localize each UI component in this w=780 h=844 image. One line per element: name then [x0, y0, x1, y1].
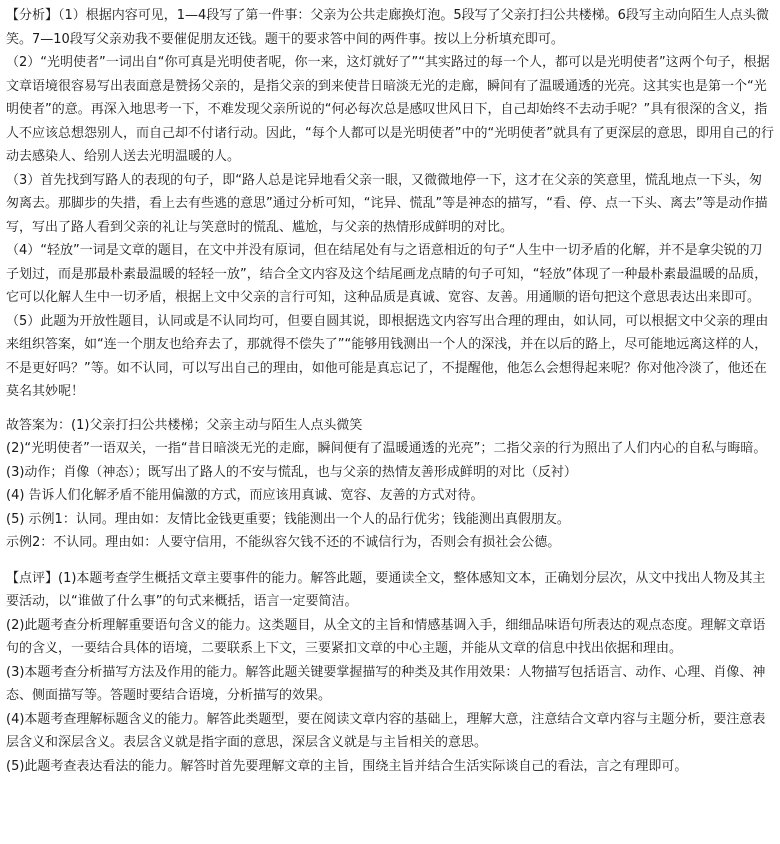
- comment-paragraph-2: (2)此题考查分析理解重要语句含义的能力。这类题目，从全文的主旨和情感基调入手，细细品味语句所表达的观点态度。理解文章语句的含义，一要结合具体的语境，二要联系上下文，三要紧扣文章的中心主题，并能从文章的信息中找出依据和理由。: [6, 617, 766, 656]
- analysis-section: [6, 4, 774, 404]
- analysis-paragraph-3: （3）首先找到写路人的表现的句子，即“路人总是诧异地看父亲一眼，又微微地停一下，这才在父亲的笑意里，慌乱地点一下头，匆匆离去。那脚步的失措，看上去有些逃的意思”通过分析可知，“诧异、慌乱”等是神态的描写，“看、停、点一下头、离去”等是动作描写，写出了路人看到父亲的礼让与笑意时的慌乱、尴尬，与父亲的热情形成鲜明的对比。: [6, 172, 768, 235]
- answer-line-1: 故答案为：(1)父亲打扫公共楼梯；父亲主动与陌生人点头微笑: [6, 417, 363, 433]
- analysis-paragraph-4: （4）“轻放”一词是文章的题目，在文中并没有原词，但在结尾处有与之语意相近的句子“人生中一切矛盾的化解，并不是拿尖锐的刀子划过，而是那最朴素最温暖的轻轻一放”，结合全文内容及这个结尾画龙点睛的句子可知，“轻放”体现了一种最朴素最温暖的品质，它可以化解人生中一切矛盾，根据上文中父亲的言行可知，这种品质是真诚、宽容、友善。用通顺的语句把这个意思表达出来即可。: [6, 243, 768, 305]
- answer-line-5: (5) 示例1：认同。理由如：友情比金钱更重要；钱能测出一个人的品行优劣；钱能测出真假朋友。: [6, 511, 570, 527]
- analysis-paragraph-5: （5）此题为开放性题目，认同或是不认同均可，但要自圆其说，即根据选文内容写出合理的理由，如认同，可以根据文中父亲的理由来组织答案，如“连一个朋友也给弃去了，那就得不偿失了”“能够用钱测出一个人的深浅，并在以后的路上，尽可能地远离这样的人，不是更好吗？”等。如不认同，可以写出自己的理由，如他可能是真忘记了，不提醒他，他怎么会想得起来呢？你对他冷淡了，他还在莫名其妙呢！: [6, 313, 769, 399]
- answer-section: [6, 414, 774, 555]
- analysis-paragraph-1: 【分析】（1）根据内容可见，1—4段写了第一件事：父亲为公共走廊换灯泡。5段写了父亲打扫公共楼梯。6段写主动向陌生人点头微笑。7—10段写父亲劝我不要催促朋友还钱。题干的要求答中间的两件事。按以上分析填充即可。: [6, 8, 769, 47]
- spacer: [6, 404, 774, 414]
- comment-paragraph-1: 【点评】(1)本题考查学生概括文章主要事件的能力。解答此题，要通读全文，整体感知文本，正确划分层次，从文中找出人物及其主要活动，以“谁做了什么事”的句式来概括，语言一定要简洁。: [6, 570, 766, 609]
- comment-paragraph-4: (4)本题考查理解标题含义的能力。解答此类题型，要在阅读文章内容的基础上，理解大意，注意结合文章内容与主题分析，要注意表层含义和深层含义。表层含义就是指字面的意思，深层含义就是与主旨相关的意思。: [6, 711, 766, 750]
- spacer: [6, 555, 774, 567]
- comment-paragraph-3: (3)本题考查分析描写方法及作用的能力。解答此题关键要掌握描写的种类及其作用效果：人物描写包括语言、动作、心理、肖像、神态、侧面描写等。答题时要结合语境，分析描写的效果。: [6, 664, 766, 703]
- answer-line-4: (4) 告诉人们化解矛盾不能用偏激的方式，而应该用真诚、宽容、友善的方式对待。: [6, 488, 484, 503]
- comment-section: [6, 567, 774, 779]
- comment-paragraph-5: (5)此题考查表达看法的能力。解答时首先要理解文章的主旨，围绕主旨并结合生活实际谈自己的看法，言之有理即可。: [6, 758, 688, 774]
- answer-line-3: (3)动作；肖像（神态）；既写出了路人的不安与慌乱，也与父亲的热情友善形成鲜明的对比（反衬）: [6, 464, 577, 480]
- analysis-paragraph-2: （2）“光明使者”一词出自“你可真是光明使者呢，你一来，这灯就好了”“其实路过的每一个人，都可以是光明使者”这两个句子，根据文章语境很容易写出表面意是赞扬父亲的，是指父亲的到来使昔日暗淡无光的走廊，瞬间有了温暖通透的光亮。这其实也是第一个“光明使者”的意。再深入地思考一下，不难发现父亲所说的“何必每次总是感叹世风日下，自己却始终不去动手呢？”具有很深的含义，指人不应该总想怨别人，而自己却不付诸行动。因此，“每个人都可以是光明使者”中的“光明使者”就具有了更深层的意思，即用自己的行动去感染人、给别人送去光明温暖的人。: [6, 55, 774, 164]
- answer-line-2: (2)“光明使者”一语双关，一指“昔日暗淡无光的走廊，瞬间便有了温暖通透的光亮”；二指父亲的行为照出了人们内心的自私与晦暗。: [6, 441, 767, 456]
- answer-line-6: 示例2：不认同。理由如：人要守信用，不能纵容欠钱不还的不诚信行为，否则会有损社会公德。: [6, 535, 561, 550]
